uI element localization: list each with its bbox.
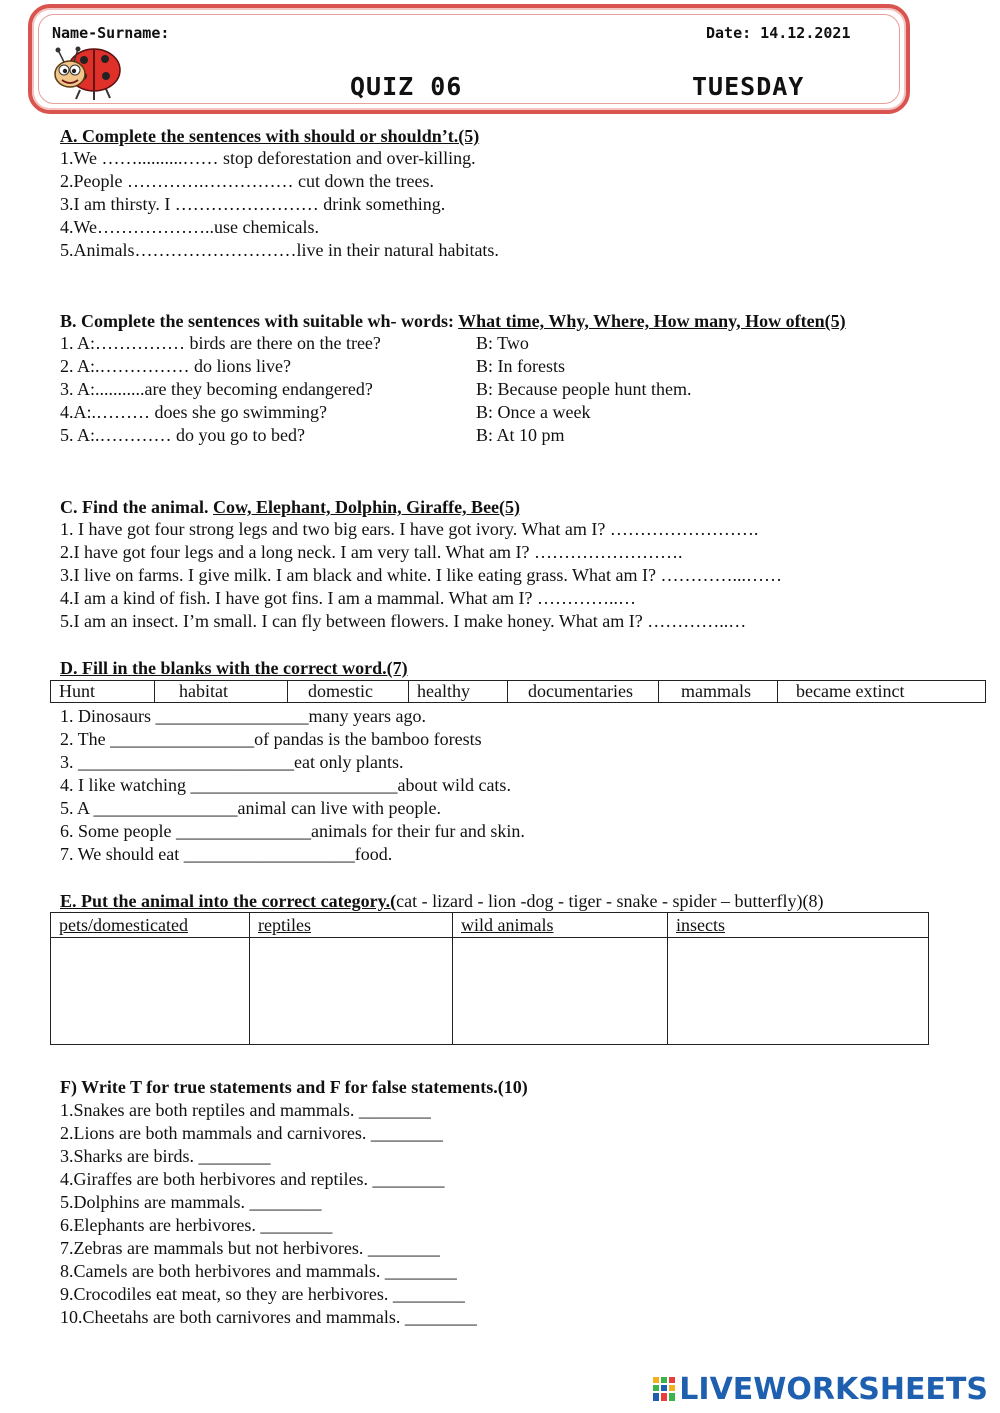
word-bank-cell: domestic <box>288 681 409 703</box>
section-c-item: 3.I live on farms. I give milk. I am black and white. I like eating grass. What am I? …………...…… <box>60 565 782 585</box>
section-c-item: 1. I have got four strong legs and two big ears. I have got ivory. What am I? ……………………. <box>60 519 759 539</box>
word-bank-cell: documentaries <box>508 681 659 703</box>
section-f-item: 8.Camels are both herbivores and mammals. ________ <box>60 1261 457 1281</box>
section-b-question: 4.A:.……… does she go swimming? <box>60 402 327 422</box>
section-b-answer: B: Once a week <box>476 402 591 422</box>
section-a-item: 5.Animals………………………live in their natural habitats. <box>60 240 499 260</box>
section-a-item: 4.We………………..use chemicals. <box>60 217 319 237</box>
section-e-title-animals: cat - lizard - lion -dog - tiger - snake - spider – butterfly)(8) <box>396 891 824 911</box>
section-b-question: 5. A:.………… do you go to bed? <box>60 425 305 445</box>
category-answer-cell[interactable] <box>668 938 929 1045</box>
section-b-title <box>60 310 846 333</box>
section-b-answer: B: At 10 pm <box>476 425 565 445</box>
section-f-item: 9.Crocodiles eat meat, so they are herbivores. ________ <box>60 1284 465 1304</box>
section-d-item: 2. The ________________of pandas is the bamboo forests <box>60 729 482 749</box>
section-c-item: 2.I have got four legs and a long neck. I am very tall. What am I? ……………………. <box>60 542 683 562</box>
section-c-title <box>60 496 520 519</box>
section-d-item: 5. A ________________animal can live with people. <box>60 798 441 818</box>
quiz-title: QUIZ 06 <box>350 72 463 101</box>
word-bank-table <box>50 680 986 703</box>
section-c-word-bank: Cow, Elephant, Dolphin, Giraffe, Bee(5) <box>213 497 521 517</box>
liveworksheets-logo-icon <box>653 1377 675 1401</box>
section-b-answer: B: Two <box>476 333 529 353</box>
category-table <box>50 912 929 1045</box>
word-bank-cell: healthy <box>409 681 508 703</box>
section-d-item: 4. I like watching _______________________about wild cats. <box>60 775 511 795</box>
liveworksheets-logo <box>653 1372 988 1407</box>
section-d-item: 1. Dinosaurs _________________many years ago. <box>60 706 426 726</box>
section-b-question: 3. A:...........are they becoming endangered? <box>60 379 373 399</box>
section-a-item: 3.I am thirsty. I …………………… drink something. <box>60 194 446 214</box>
section-f-item: 3.Sharks are birds. ________ <box>60 1146 271 1166</box>
section-b-word-bank: What time, Why, Where, How many, How often(5) <box>458 311 846 331</box>
section-f-item: 1.Snakes are both reptiles and mammals. ________ <box>60 1100 431 1120</box>
section-d-item: 6. Some people _______________animals for their fur and skin. <box>60 821 525 841</box>
liveworksheets-logo-text: LIVEWORKSHEETS <box>679 1372 988 1407</box>
section-b-answer: B: In forests <box>476 356 565 376</box>
date-label: Date: 14.12.2021 <box>706 24 851 42</box>
section-b-question: 1. A:…………… birds are there on the tree? <box>60 333 381 353</box>
category-header: wild animals <box>453 913 668 938</box>
word-bank-cell: Hunt <box>51 681 155 703</box>
section-f-item: 5.Dolphins are mammals. ________ <box>60 1192 322 1212</box>
section-d-item: 3. ________________________eat only plants. <box>60 752 404 772</box>
word-bank-cell: habitat <box>155 681 288 703</box>
section-b-answer: B: Because people hunt them. <box>476 379 692 399</box>
word-bank-cell: became extinct <box>778 681 986 703</box>
section-e-title-bold: E. Put the animal into the correct category.( <box>60 891 397 911</box>
section-a-title: A. Complete the sentences with should or shouldn’t.(5) <box>60 126 480 146</box>
section-f-title: F) Write T for true statements and F for false statements.(10) <box>60 1077 528 1097</box>
category-header: reptiles <box>250 913 453 938</box>
category-answer-cell[interactable] <box>250 938 453 1045</box>
category-header: pets/domesticated <box>51 913 250 938</box>
word-bank-cell: mammals <box>659 681 778 703</box>
section-f-item: 2.Lions are both mammals and carnivores. ________ <box>60 1123 443 1143</box>
quiz-day: TUESDAY <box>692 72 805 101</box>
section-d-title: D. Fill in the blanks with the correct word.(7) <box>60 658 408 678</box>
section-d-item: 7. We should eat ___________________food. <box>60 844 393 864</box>
section-b-question: 2. A:.…………… do lions live? <box>60 356 291 376</box>
section-f-item: 4.Giraffes are both herbivores and reptiles. ________ <box>60 1169 445 1189</box>
section-c-item: 4.I am a kind of fish. I have got fins. I am a mammal. What am I? …………..… <box>60 588 637 608</box>
section-f-item: 7.Zebras are mammals but not herbivores. ________ <box>60 1238 440 1258</box>
category-header: insects <box>668 913 929 938</box>
section-b-title-prefix: B. Complete the sentences with suitable wh- words: <box>60 311 459 331</box>
section-a-item: 2.People ………….…………… cut down the trees. <box>60 171 434 191</box>
name-surname-label: Name-Surname: <box>52 24 170 42</box>
category-answer-cell[interactable] <box>51 938 250 1045</box>
category-answer-cell[interactable] <box>453 938 668 1045</box>
section-c-title-prefix: C. Find the animal. <box>60 497 214 517</box>
section-f-item: 10.Cheetahs are both carnivores and mammals. ________ <box>60 1307 477 1327</box>
ladybug-icon <box>50 44 124 102</box>
section-f-item: 6.Elephants are herbivores. ________ <box>60 1215 333 1235</box>
section-a-item: 1.We ……..........…… stop deforestation and over-killing. <box>60 148 476 168</box>
section-c-item: 5.I am an insect. I’m small. I can fly between flowers. I make honey. What am I? …………..… <box>60 611 747 631</box>
section-e-title <box>60 890 823 913</box>
